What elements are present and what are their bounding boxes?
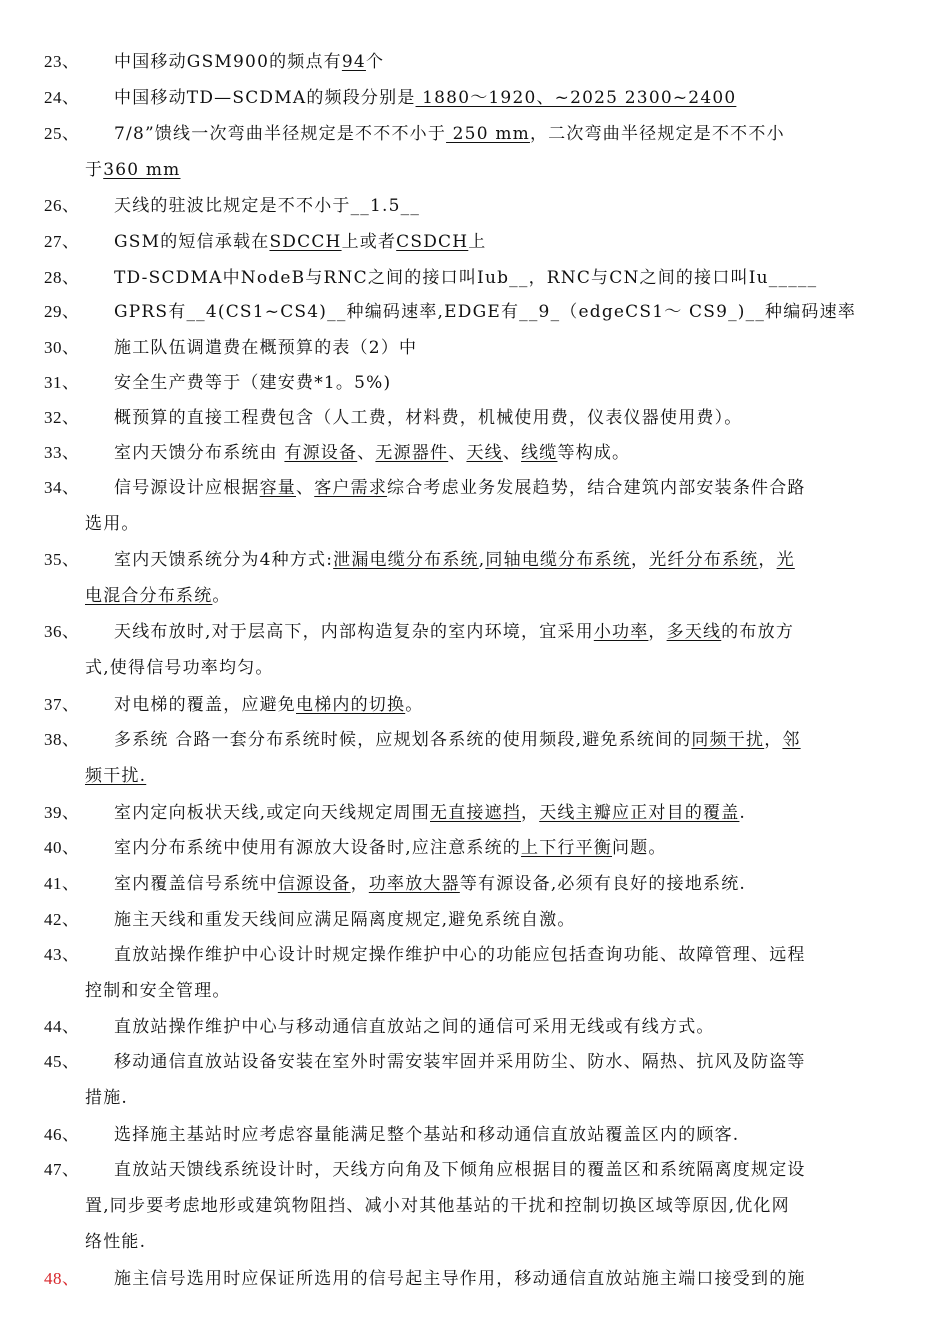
text-segment: 室内定向板状天线,或定向天线规定周围 <box>114 803 431 823</box>
item-number: 45、 <box>44 1052 80 1071</box>
item-text-line <box>85 766 146 786</box>
item-text-line <box>114 408 743 428</box>
text-segment: 的布放方 <box>721 622 795 642</box>
item-number: 28、 <box>44 268 80 287</box>
underlined-answer: 频干扰. <box>85 766 147 786</box>
item-number: 39、 <box>44 803 80 822</box>
text-segment: 等构成。 <box>557 443 631 463</box>
item-text-line <box>85 658 274 678</box>
text-segment: ， <box>630 550 650 570</box>
text-segment: 选择施主基站时应考虑容量能满足整个基站和移动通信直放站覆盖区内的顾客. <box>114 1125 740 1145</box>
item-number: 42、 <box>44 910 80 929</box>
text-segment: 安全生产费等于（建安费*1。5%) <box>114 373 392 393</box>
item-number: 27、 <box>44 232 80 251</box>
item-number: 23、 <box>44 52 80 71</box>
text-segment: 直放站操作维护中心与移动通信直放站之间的通信可采用无线或有线方式。 <box>114 1017 715 1037</box>
item-number: 48、 <box>44 1269 80 1288</box>
item-number: 33、 <box>44 443 80 462</box>
item-text-line <box>114 478 806 498</box>
text-segment: ， <box>648 622 667 642</box>
item-number: 41、 <box>44 874 80 893</box>
item-number: 38、 <box>44 730 80 749</box>
text-segment: 概预算的直接工程费包含（人工费，材料费，机械使用费，仪表仪器使用费）。 <box>114 408 743 428</box>
underlined-answer: 上下行平衡 <box>521 838 613 858</box>
item-text-line <box>114 622 794 642</box>
item-text-line <box>114 302 856 322</box>
underlined-answer: 邻 <box>782 730 801 750</box>
underlined-answer: 360 mm <box>103 160 181 180</box>
text-segment: 综合考虑业务发展趋势，结合建筑内部安装条件合路 <box>387 478 806 498</box>
text-segment: , <box>478 550 486 570</box>
item-text-line <box>85 1232 146 1252</box>
item-text-line <box>85 160 181 180</box>
text-segment: 、 <box>448 443 467 463</box>
text-segment: 室内天馈系统分为4种方式: <box>114 550 334 570</box>
underlined-answer: 线缆 <box>521 443 558 463</box>
text-segment: ，二次弯曲半径规定是不不不小 <box>529 124 785 144</box>
item-text-line <box>114 910 576 930</box>
underlined-answer: CSDCH <box>396 232 469 252</box>
underlined-answer: 天线主瓣应正对目的覆盖 <box>539 803 740 823</box>
item-text-line <box>85 981 231 1001</box>
item-text-line <box>114 1269 806 1289</box>
item-number: 40、 <box>44 838 80 857</box>
item-number: 26、 <box>44 196 80 215</box>
text-segment: 对电梯的覆盖，应避免 <box>114 695 296 715</box>
text-segment: 移动通信直放站设备安装在室外时需安装牢固并采用防尘、防水、隔热、抗风及防盗等 <box>114 1052 806 1072</box>
underlined-answer: 光纤分布系统 <box>649 550 759 570</box>
item-text-line <box>85 586 231 606</box>
text-segment: 施工队伍调遣费在概预算的表（2）中 <box>114 338 418 358</box>
text-segment: 室内天馈分布系统由 <box>114 443 285 463</box>
item-text-line <box>114 443 630 463</box>
text-segment: 中国移动GSM900的频点有 <box>114 52 342 72</box>
underlined-answer: SDCCH <box>269 232 342 252</box>
item-text-line <box>114 124 785 144</box>
text-segment: 络性能. <box>85 1232 147 1252</box>
text-segment: 。 <box>405 695 424 715</box>
item-text-line <box>114 1052 806 1072</box>
item-text-line <box>114 695 423 715</box>
item-number: 34、 <box>44 478 80 497</box>
item-number: 25、 <box>44 124 80 143</box>
item-number: 24、 <box>44 88 80 107</box>
underlined-answer: 多天线 <box>666 622 722 642</box>
text-segment: ， <box>758 550 777 570</box>
underlined-answer: 信源设备 <box>277 874 351 894</box>
text-segment: 选用。 <box>85 514 140 534</box>
text-segment: 个 <box>365 52 385 72</box>
text-segment: ， <box>764 730 783 750</box>
item-text-line <box>114 52 384 72</box>
item-text-line <box>114 730 801 750</box>
item-number: 36、 <box>44 622 80 641</box>
text-segment: TD-SCDMA中NodeB与RNC之间的接口叫Iub__，RNC与CN之间的接口叫Iu_____ <box>114 268 818 288</box>
underlined-answer: 电混合分布系统 <box>85 586 213 606</box>
item-text-line <box>85 1196 790 1216</box>
text-segment: 措施. <box>85 1088 129 1108</box>
underlined-answer: 功率放大器 <box>368 874 460 894</box>
text-segment: 式,使得信号功率均匀。 <box>85 658 274 678</box>
item-number: 44、 <box>44 1017 80 1036</box>
text-segment: 室内覆盖信号系统中 <box>114 874 278 894</box>
text-segment: 。 <box>212 586 231 606</box>
item-text-line <box>114 838 667 858</box>
item-number: 46、 <box>44 1125 80 1144</box>
underlined-answer: 250 mm <box>446 124 530 144</box>
item-text-line <box>114 945 806 965</box>
item-number: 37、 <box>44 695 80 714</box>
text-segment: 置,同步要考虑地形或建筑物阻挡、减小对其他基站的干扰和控制切换区域等原因,优化网 <box>85 1196 790 1216</box>
underlined-answer: 94 <box>341 52 366 72</box>
text-segment: 于 <box>85 160 104 180</box>
item-text-line <box>114 874 746 894</box>
item-text-line <box>114 373 391 393</box>
text-segment: 等有源设备,必须有良好的接地系统. <box>459 874 747 894</box>
underlined-answer: 1880～1920、~2025 2300~2400 <box>415 88 737 108</box>
text-segment: 天线的驻波比规定是不不小于__1.5__ <box>114 196 421 216</box>
text-segment: . <box>739 803 747 823</box>
text-segment: 、 <box>502 443 522 463</box>
text-segment: 天线布放时,对于层高下，内部构造复杂的室内环境，宜采用 <box>114 622 594 642</box>
item-text-line <box>114 803 746 823</box>
text-segment: 问题。 <box>612 838 667 858</box>
text-segment: 施主信号选用时应保证所选用的信号起主导作用，移动通信直放站施主端口接受到的施 <box>114 1269 806 1289</box>
item-number: 47、 <box>44 1160 80 1179</box>
text-segment: 上 <box>468 232 487 252</box>
item-text-line <box>114 338 417 358</box>
item-text-line <box>114 196 420 216</box>
item-text-line <box>114 1160 806 1180</box>
underlined-answer: 同频干扰 <box>691 730 765 750</box>
underlined-answer: 天线 <box>466 443 503 463</box>
item-text-line <box>85 514 140 534</box>
text-segment: 施主天线和重发天线间应满足隔离度规定,避免系统自激。 <box>114 910 576 930</box>
item-number: 32、 <box>44 408 80 427</box>
item-number: 31、 <box>44 373 80 392</box>
underlined-answer: 无直接遮挡 <box>430 803 522 823</box>
text-segment: 、 <box>296 478 315 498</box>
text-segment: 室内分布系统中使用有源放大设备时,应注意系统的 <box>114 838 522 858</box>
text-segment: 7/8”馈线一次弯曲半径规定是不不不小于 <box>114 124 447 144</box>
underlined-answer: 客户需求 <box>314 478 388 498</box>
text-segment: ， <box>350 874 369 894</box>
item-text-line <box>114 232 487 252</box>
text-segment: GPRS有__4(CS1~CS4)__种编码速率,EDGE有__9_（edgeCS1～ CS9_)__种编码速率 <box>114 302 857 322</box>
item-text-line <box>114 1125 739 1145</box>
underlined-answer: 光 <box>776 550 795 570</box>
underlined-answer: 小功率 <box>593 622 649 642</box>
text-segment: 、 <box>357 443 376 463</box>
underlined-answer: 容量 <box>259 478 297 498</box>
item-number: 30、 <box>44 338 80 357</box>
item-text-line <box>114 268 817 288</box>
underlined-answer: 电梯内的切换 <box>296 695 406 715</box>
text-segment: 直放站天馈线系统设计时，天线方向角及下倾角应根据目的覆盖区和系统隔离度规定设 <box>114 1160 806 1180</box>
text-segment: 控制和安全管理。 <box>85 981 231 1001</box>
text-segment: 多系统 合路一套分布系统时候，应规划各系统的使用频段,避免系统间的 <box>114 730 692 750</box>
text-segment: 中国移动TD—SCDMA的频段分别是 <box>114 88 416 108</box>
text-segment: 信号源设计应根据 <box>114 478 260 498</box>
underlined-answer: 同轴电缆分布系统 <box>485 550 631 570</box>
item-text-line <box>114 550 795 570</box>
item-text-line <box>114 88 736 108</box>
underlined-answer: 无源器件 <box>375 443 449 463</box>
text-segment: ， <box>521 803 540 823</box>
underlined-answer: 有源设备 <box>284 443 358 463</box>
underlined-answer: 泄漏电缆分布系统 <box>333 550 479 570</box>
text-segment: GSM的短信承载在 <box>114 232 270 252</box>
item-number: 43、 <box>44 945 80 964</box>
item-number: 35、 <box>44 550 80 569</box>
item-number: 29、 <box>44 302 80 321</box>
text-segment: 上或者 <box>341 232 397 252</box>
text-segment: 直放站操作维护中心设计时规定操作维护中心的功能应包括查询功能、故障管理、远程 <box>114 945 806 965</box>
item-text-line <box>85 1088 128 1108</box>
item-text-line <box>114 1017 715 1037</box>
